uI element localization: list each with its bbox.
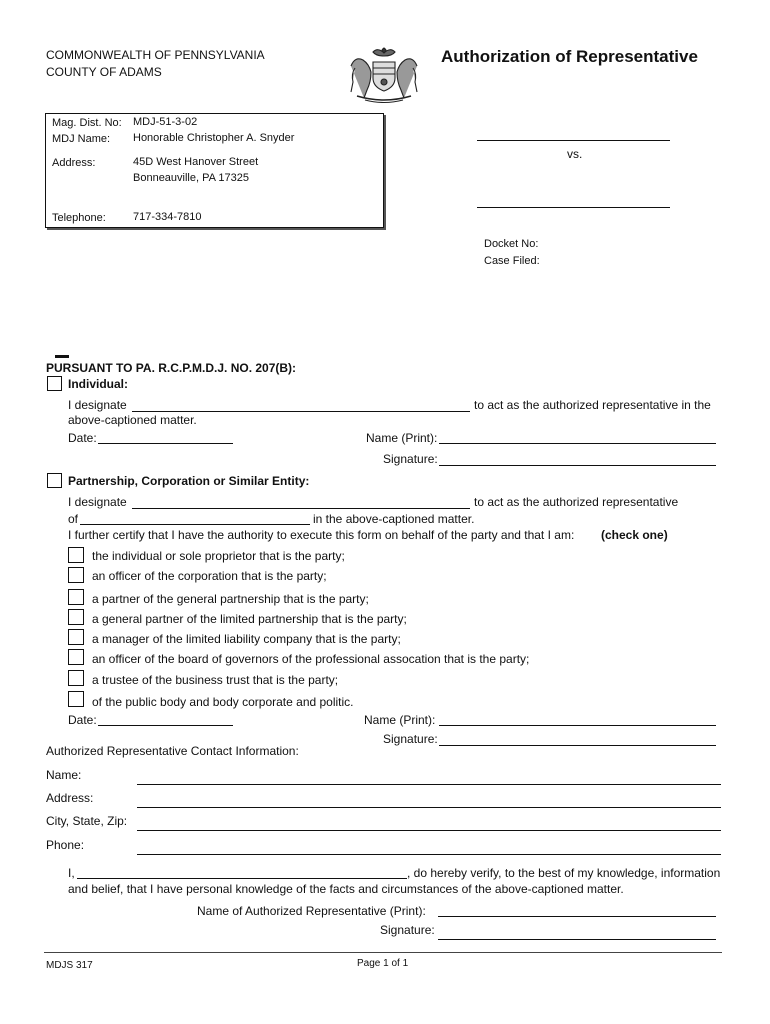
defendant-line[interactable] (477, 207, 670, 208)
contact-name-line[interactable] (137, 784, 721, 785)
vs-label: vs. (567, 147, 583, 161)
entity-date-line[interactable] (98, 725, 233, 726)
plaintiff-line[interactable] (477, 140, 670, 141)
section-mark (55, 355, 69, 358)
verify-line1-end: , do hereby verify, to the best of my knowledge, information (407, 866, 721, 880)
contact-name-label: Name: (46, 768, 82, 782)
individual-date-line[interactable] (98, 443, 233, 444)
verify-rep-name-line[interactable] (438, 916, 716, 917)
option-label-6: an officer of the board of governors of the professional assocation that is the party; (92, 652, 530, 666)
option-checkbox-3[interactable] (68, 589, 84, 605)
verify-rep-name-label: Name of Authorized Representative (Print): (197, 904, 426, 918)
contact-city-line[interactable] (137, 830, 721, 831)
entity-of-line[interactable] (80, 524, 310, 525)
entity-designate-label: I designate (68, 495, 127, 509)
check-one-label: (check one) (601, 528, 668, 542)
entity-designate-line[interactable] (132, 508, 470, 509)
individual-designate-end: to act as the authorized representative in the (474, 398, 711, 412)
telephone-value: 717-334-7810 (133, 211, 202, 223)
verify-i-label: I, (68, 866, 75, 880)
individual-heading: Individual: (68, 377, 128, 391)
verify-name-line[interactable] (77, 878, 407, 879)
entity-checkbox[interactable] (47, 473, 62, 488)
contact-city-label: City, State, Zip: (46, 814, 128, 828)
entity-date-label: Date: (68, 713, 97, 727)
address-line2: Bonneauville, PA 17325 (133, 172, 249, 184)
court-info-box (45, 113, 384, 228)
footer-divider (44, 952, 722, 953)
option-label-4: a general partner of the limited partnership that is the party; (92, 612, 407, 626)
individual-designate-label: I designate (68, 398, 127, 412)
case-filed-label: Case Filed: (484, 255, 540, 267)
entity-signature-label: Signature: (383, 732, 438, 746)
verify-line2: and belief, that I have personal knowledge of the facts and circumstances of the above-captioned matter. (68, 882, 624, 896)
address-line1: 45D West Hanover Street (133, 156, 259, 168)
pennsylvania-seal-icon (343, 44, 425, 106)
option-checkbox-4[interactable] (68, 609, 84, 625)
individual-designate-cont: above-captioned matter. (68, 413, 197, 427)
individual-signature-label: Signature: (383, 452, 438, 466)
mdj-name-label: MDJ Name: (52, 133, 111, 145)
form-id: MDJS 317 (46, 960, 93, 971)
individual-signature-line[interactable] (439, 465, 716, 466)
option-checkbox-2[interactable] (68, 567, 84, 583)
county-heading: COUNTY OF ADAMS (46, 65, 162, 79)
verify-signature-line[interactable] (438, 939, 716, 940)
option-label-3: a partner of the general partnership that is the party; (92, 592, 369, 606)
entity-heading: Partnership, Corporation or Similar Entity: (68, 474, 310, 488)
option-checkbox-8[interactable] (68, 691, 84, 707)
form-title: Authorization of Representative (441, 47, 698, 66)
entity-signature-line[interactable] (439, 745, 716, 746)
individual-name-line[interactable] (439, 443, 716, 444)
option-checkbox-7[interactable] (68, 670, 84, 686)
contact-address-label: Address: (46, 791, 94, 805)
address-label: Address: (52, 157, 96, 169)
entity-name-line[interactable] (439, 725, 716, 726)
mag-dist-label: Mag. Dist. No: (52, 117, 122, 129)
docket-label: Docket No: (484, 238, 539, 250)
option-label-1: the individual or sole proprietor that is the party; (92, 549, 345, 563)
entity-certify-text: I further certify that I have the authority to execute this form on behalf of the party and that I am: (68, 528, 575, 542)
contact-phone-label: Phone: (46, 838, 85, 852)
telephone-label: Telephone: (52, 212, 106, 224)
entity-of-end: in the above-captioned matter. (313, 512, 475, 526)
contact-address-line[interactable] (137, 807, 721, 808)
individual-designate-line[interactable] (132, 411, 470, 412)
individual-date-label: Date: (68, 431, 97, 445)
verify-signature-label: Signature: (380, 923, 435, 937)
option-label-2: an officer of the corporation that is the party; (92, 569, 327, 583)
option-checkbox-6[interactable] (68, 649, 84, 665)
option-label-5: a manager of the limited liability company that is the party; (92, 632, 401, 646)
entity-name-label: Name (Print): (364, 713, 436, 727)
option-checkbox-1[interactable] (68, 547, 84, 563)
mdj-name-value: Honorable Christopher A. Snyder (133, 132, 295, 144)
individual-checkbox[interactable] (47, 376, 62, 391)
option-label-7: a trustee of the business trust that is the party; (92, 673, 339, 687)
option-checkbox-5[interactable] (68, 629, 84, 645)
mag-dist-value: MDJ-51-3-02 (133, 116, 198, 128)
page-number: Page 1 of 1 (357, 958, 409, 969)
contact-phone-line[interactable] (137, 854, 721, 855)
pursuant-heading: PURSUANT TO PA. R.C.P.M.D.J. NO. 207(B): (46, 361, 297, 375)
entity-of-label: of (68, 512, 79, 526)
option-label-8: of the public body and body corporate and politic. (92, 695, 354, 709)
commonwealth-heading: COMMONWEALTH OF PENNSYLVANIA (46, 48, 265, 62)
contact-heading: Authorized Representative Contact Information: (46, 744, 299, 758)
entity-designate-end: to act as the authorized representative (474, 495, 679, 509)
individual-name-label: Name (Print): (366, 431, 438, 445)
